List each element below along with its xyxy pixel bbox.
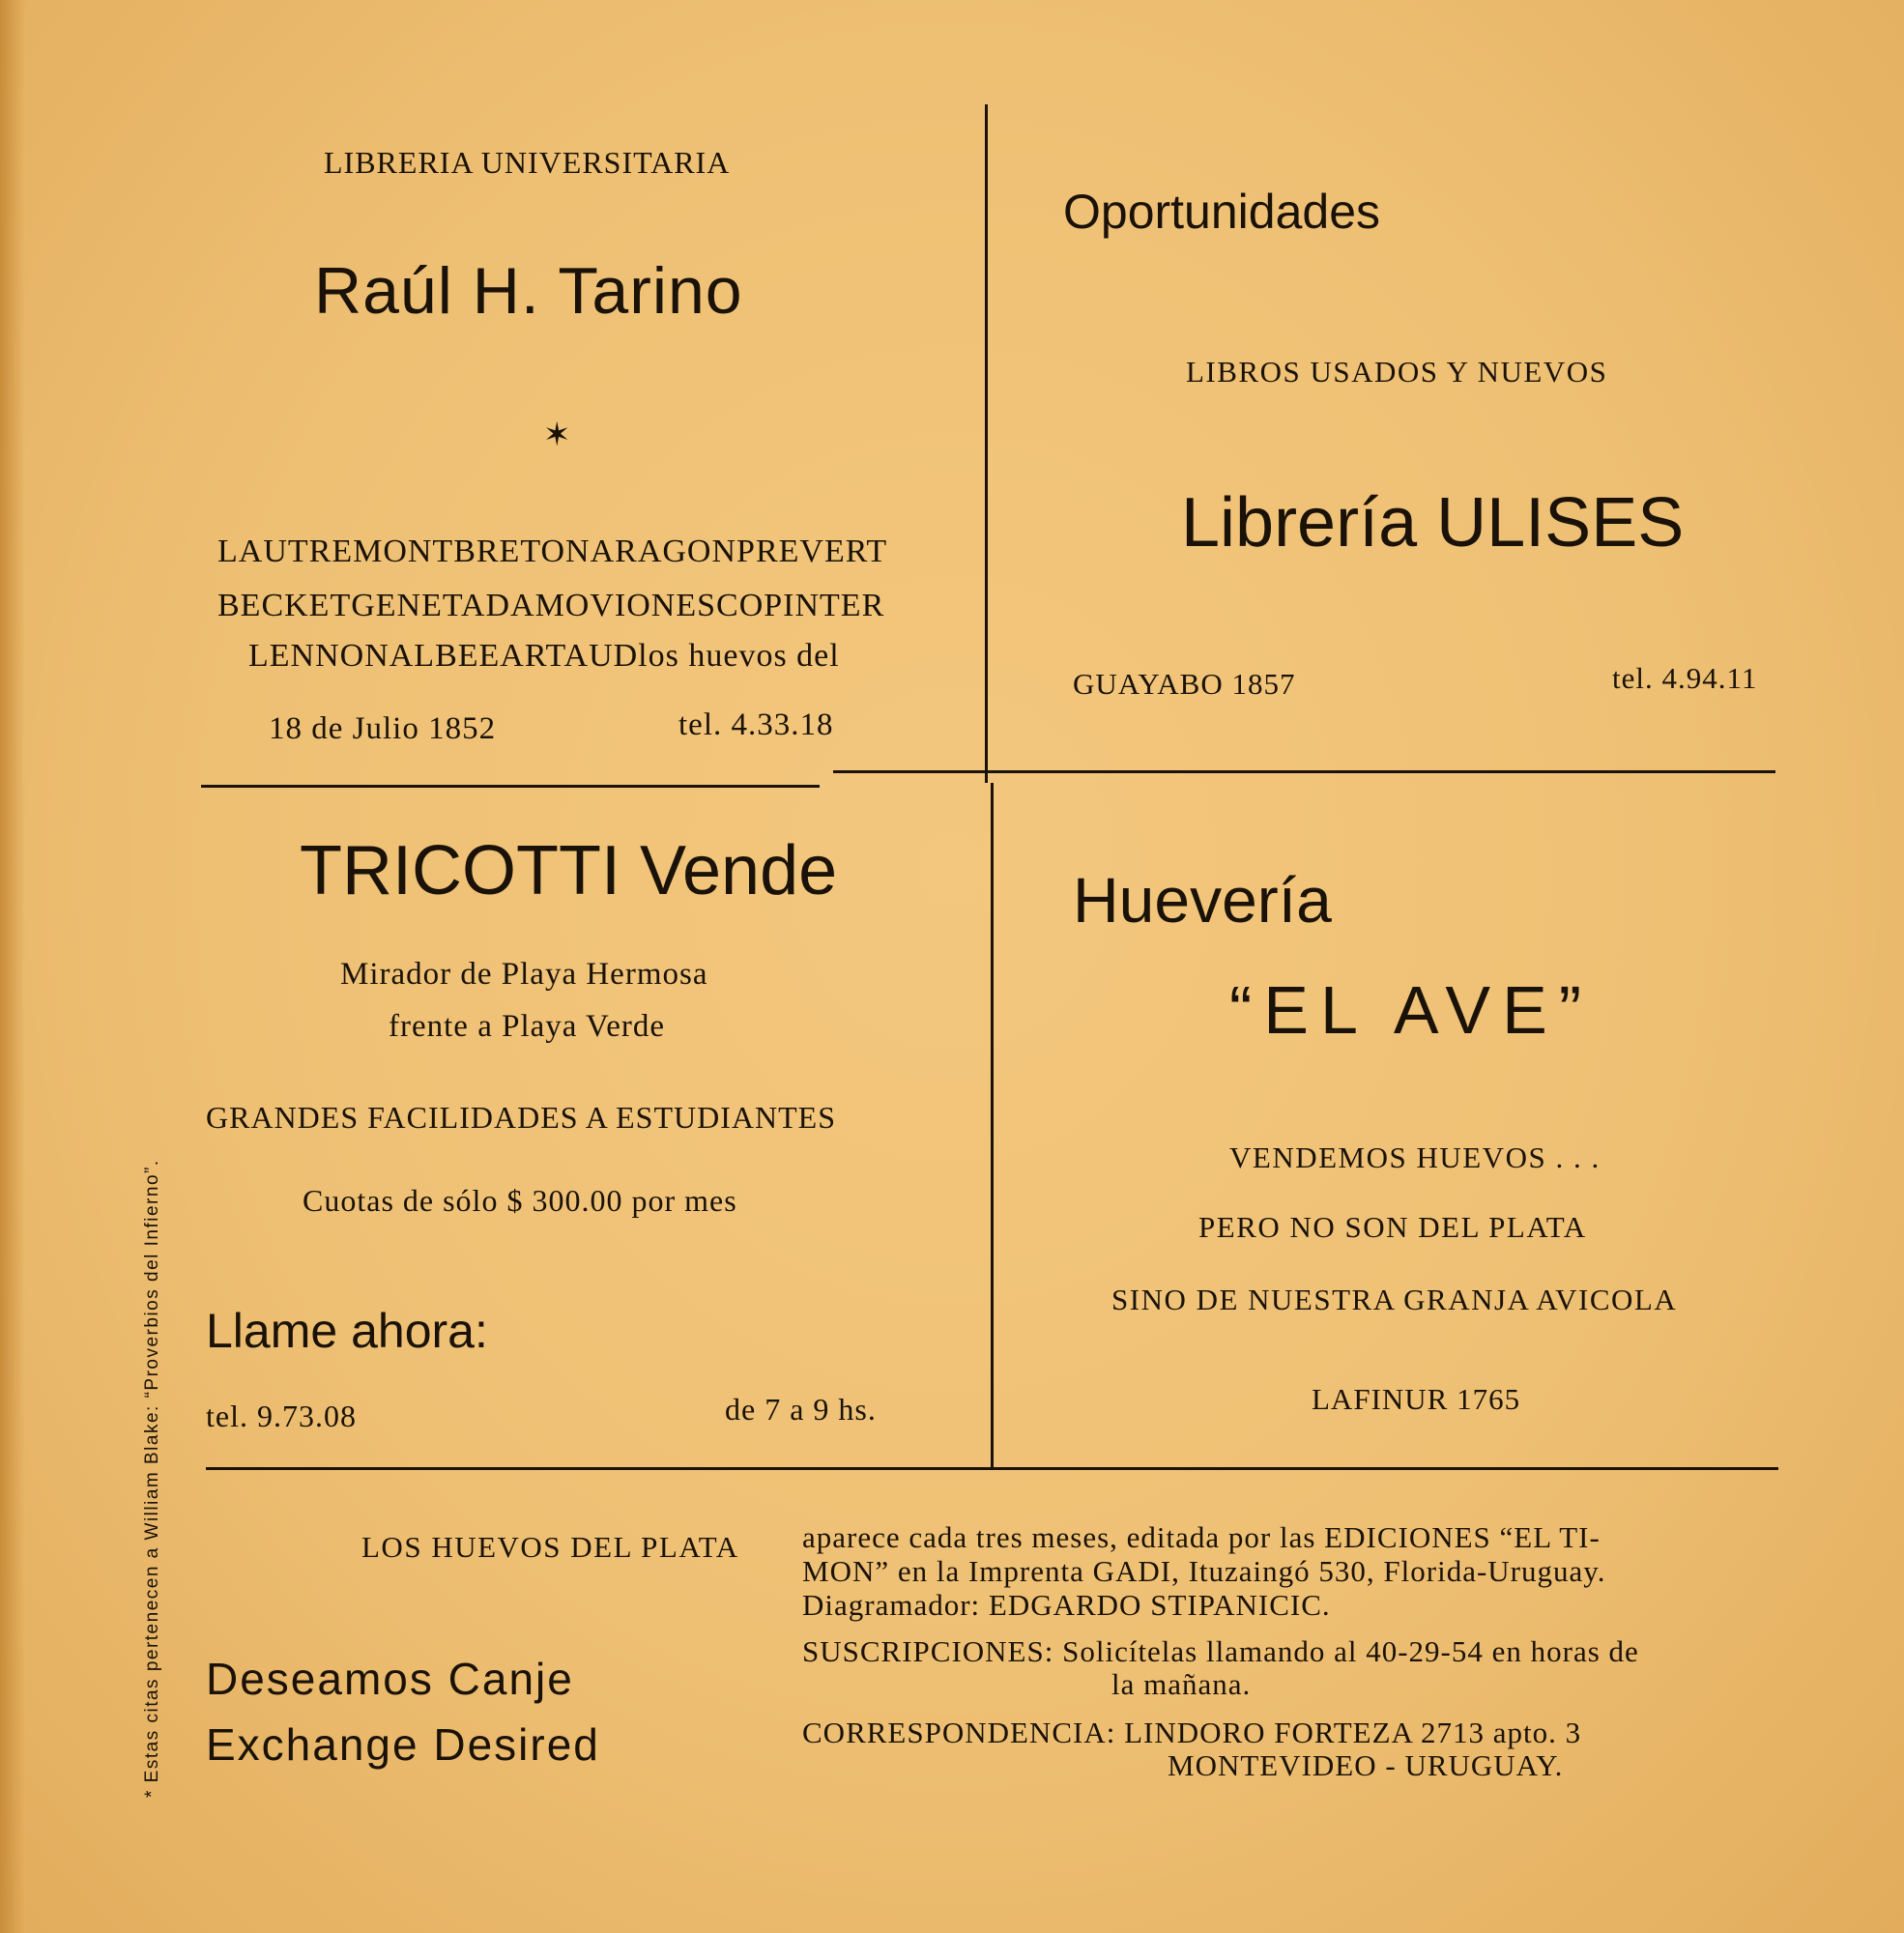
ad-promo: GRANDES FACILIDADES A ESTUDIANTES bbox=[206, 1100, 836, 1135]
exchange-notice-es: Deseamos Canje bbox=[206, 1654, 574, 1704]
star-ornament-icon: ✶ bbox=[543, 418, 571, 453]
ad-line: SINO DE NUESTRA GRANJA AVICOLA bbox=[1111, 1283, 1678, 1316]
authors-line: LENNONALBEEARTAUDlos huevos del bbox=[248, 638, 840, 674]
ad-hours: de 7 a 9 hs. bbox=[725, 1392, 877, 1427]
side-note-vertical: * Estas citas pertenecen a William Blake: “Proverbios del Infierno”. bbox=[142, 1159, 162, 1798]
ad-line: VENDEMOS HUEVOS . . . bbox=[1229, 1140, 1601, 1174]
ad-title: Raúl H. Tarino bbox=[314, 254, 743, 328]
ad-line: PERO NO SON DEL PLATA bbox=[1198, 1210, 1587, 1244]
divider-horizontal-right bbox=[833, 770, 1775, 773]
colophon-line: Diagramador: EDGARDO STIPANICIC. bbox=[802, 1588, 1331, 1622]
ad-phone: tel. 9.73.08 bbox=[206, 1399, 357, 1433]
ad-title: “EL AVE” bbox=[1229, 972, 1594, 1048]
divider-horizontal-footer bbox=[206, 1467, 1778, 1470]
subscriptions-line: SUSCRIPCIONES: Solicítelas llamando al 40-29-54 en horas de bbox=[802, 1634, 1639, 1668]
ad-line: Mirador de Playa Hermosa bbox=[340, 957, 708, 992]
ad-line: frente a Playa Verde bbox=[389, 1009, 666, 1044]
divider-horizontal-left bbox=[201, 785, 820, 788]
colophon-line: aparece cada tres meses, editada por las EDICIONES “EL TI- bbox=[802, 1520, 1601, 1554]
ad-kicker: Oportunidades bbox=[1063, 185, 1381, 239]
correspondence-line: CORRESPONDENCIA: LINDORO FORTEZA 2713 apto. 3 bbox=[802, 1716, 1582, 1749]
ad-address: LAFINUR 1765 bbox=[1312, 1382, 1521, 1416]
page-edge-shadow bbox=[0, 0, 25, 1933]
ad-subtitle: LIBROS USADOS Y NUEVOS bbox=[1186, 355, 1608, 389]
correspondence-line: MONTEVIDEO - URUGUAY. bbox=[1168, 1748, 1564, 1782]
ad-address: GUAYABO 1857 bbox=[1073, 667, 1296, 701]
colophon-line: MON” en la Imprenta GADI, Ituzaingó 530, Florida-Uruguay. bbox=[802, 1554, 1606, 1588]
ad-kicker: Huevería bbox=[1073, 864, 1332, 936]
ad-address: 18 de Julio 1852 bbox=[269, 711, 497, 746]
ad-phone: tel. 4.94.11 bbox=[1612, 661, 1758, 695]
divider-vertical-bottom bbox=[991, 783, 994, 1467]
exchange-notice-en: Exchange Desired bbox=[206, 1719, 600, 1770]
authors-line: LAUTREMONTBRETONARAGONPREVERT bbox=[217, 534, 888, 569]
ad-kicker: LIBRERIA UNIVERSITARIA bbox=[324, 145, 731, 180]
ad-call-to-action: Llame ahora: bbox=[206, 1304, 488, 1358]
ad-phone: tel. 4.33.18 bbox=[678, 707, 834, 742]
publication-name: LOS HUEVOS DEL PLATA bbox=[361, 1530, 739, 1564]
ad-title: Librería ULISES bbox=[1181, 484, 1685, 562]
ad-title: TRICOTTI Vende bbox=[300, 832, 838, 909]
subscriptions-line: la mañana. bbox=[1111, 1667, 1252, 1701]
divider-vertical-top bbox=[985, 104, 988, 783]
ad-installments: Cuotas de sólo $ 300.00 por mes bbox=[303, 1183, 737, 1218]
authors-line: BECKETGENETADAMOVIONESCOPINTER bbox=[217, 588, 885, 623]
